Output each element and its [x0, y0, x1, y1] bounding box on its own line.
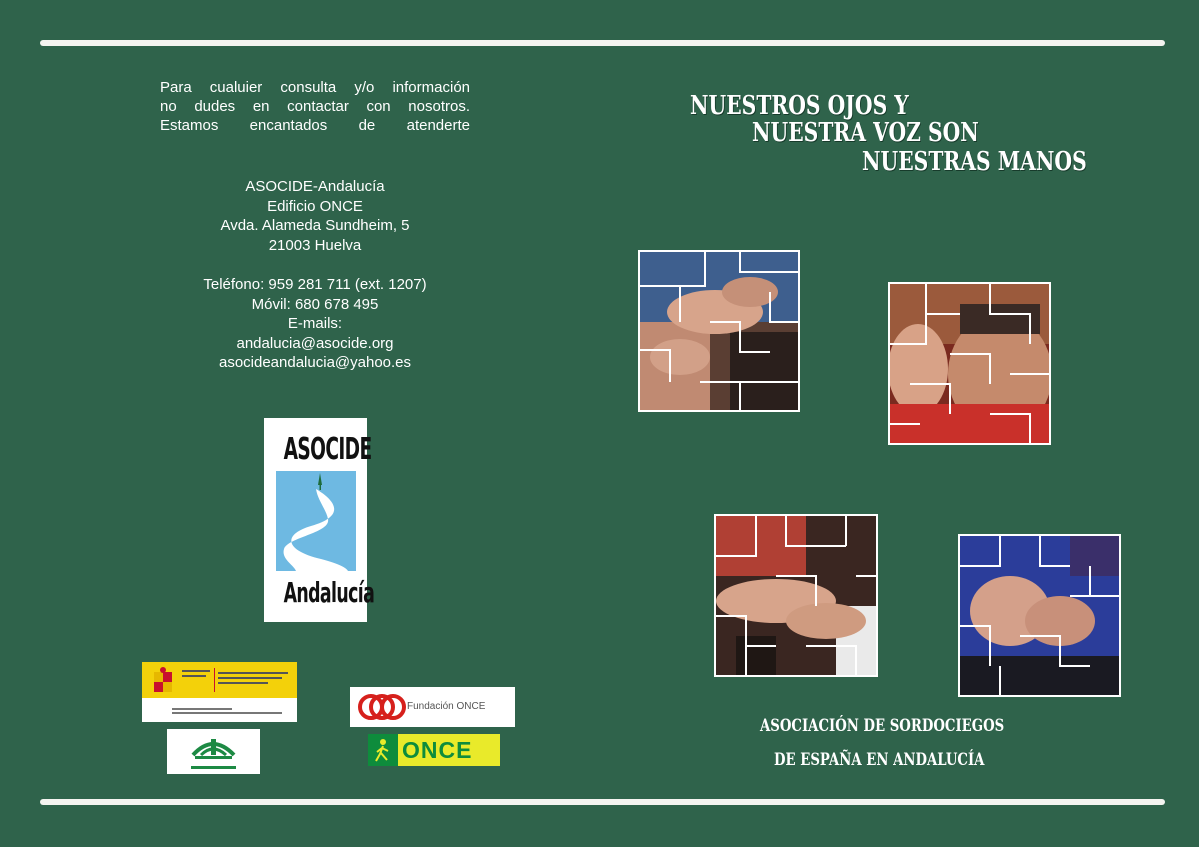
- address-line-1: ASOCIDE-Andalucía: [245, 178, 385, 195]
- photo-hands-touch: [714, 514, 878, 677]
- intro-line-2: no dudes en contactar con nosotros.: [160, 98, 470, 115]
- fundacion-once-logo: [350, 687, 515, 727]
- fundacion-rings-icon: [358, 692, 406, 722]
- asocide-logo: [264, 418, 375, 622]
- once-logo-mark: [368, 734, 398, 766]
- junta-andalucia-logo: [167, 729, 260, 774]
- postal-address: [150, 177, 480, 255]
- winding-road-icon: [276, 471, 356, 571]
- address-line-2: Edificio ONCE: [267, 197, 363, 215]
- contact-info: [150, 275, 480, 373]
- address-line-3: Avda. Alameda Sundheim, 5: [220, 217, 410, 234]
- phone-number: Teléfono: 959 281 711 (ext. 1207): [203, 276, 427, 293]
- fundacion-once-text: Fundación ONCE: [407, 701, 486, 712]
- once-logo: [368, 734, 500, 766]
- photo-two-people: [888, 282, 1051, 445]
- headline-line-2: NUESTRA VOZ SON: [752, 118, 979, 148]
- mobile-number: Móvil: 680 678 495: [251, 295, 379, 313]
- photo-hands-tactile: [958, 534, 1121, 697]
- email-link-1[interactable]: andalucia@asocide.org: [236, 334, 394, 352]
- association-name-line-2: DE ESPAÑA EN ANDALUCÍA: [774, 750, 985, 770]
- emails-label: E-mails:: [287, 315, 343, 332]
- intro-line-1: Para cualuier consulta y/o información: [160, 79, 470, 96]
- gov-subtext-icon: [162, 706, 302, 718]
- coat-of-arms-icon: [148, 666, 178, 696]
- association-name-line-1: ASOCIACIÓN DE SORDOCIEGOS: [760, 716, 1005, 736]
- address-line-4: 21003 Huelva: [268, 236, 362, 254]
- asocide-logo-subtitle: Andalucía: [283, 576, 375, 609]
- headline-line-3: NUESTRAS MANOS: [862, 147, 1087, 177]
- junta-emblem-icon: [167, 729, 260, 763]
- spain-government-logo: [142, 662, 297, 722]
- walking-person-icon: [368, 734, 398, 766]
- intro-line-3: Estamos encantados de atenderte: [160, 117, 470, 134]
- headline-line-1: NUESTROS OJOS Y: [690, 91, 909, 121]
- email-link-2[interactable]: asocideandalucia@yahoo.es: [218, 354, 412, 371]
- photo-hands-signing: [638, 250, 800, 412]
- gov-text-icon: [182, 668, 292, 692]
- top-divider: [40, 40, 1165, 46]
- asocide-logo-title: ASOCIDE: [283, 432, 372, 467]
- junta-text-icon: [167, 764, 260, 774]
- intro-text: [160, 78, 470, 135]
- once-text: ONCE: [402, 737, 473, 763]
- bottom-divider: [40, 799, 1165, 805]
